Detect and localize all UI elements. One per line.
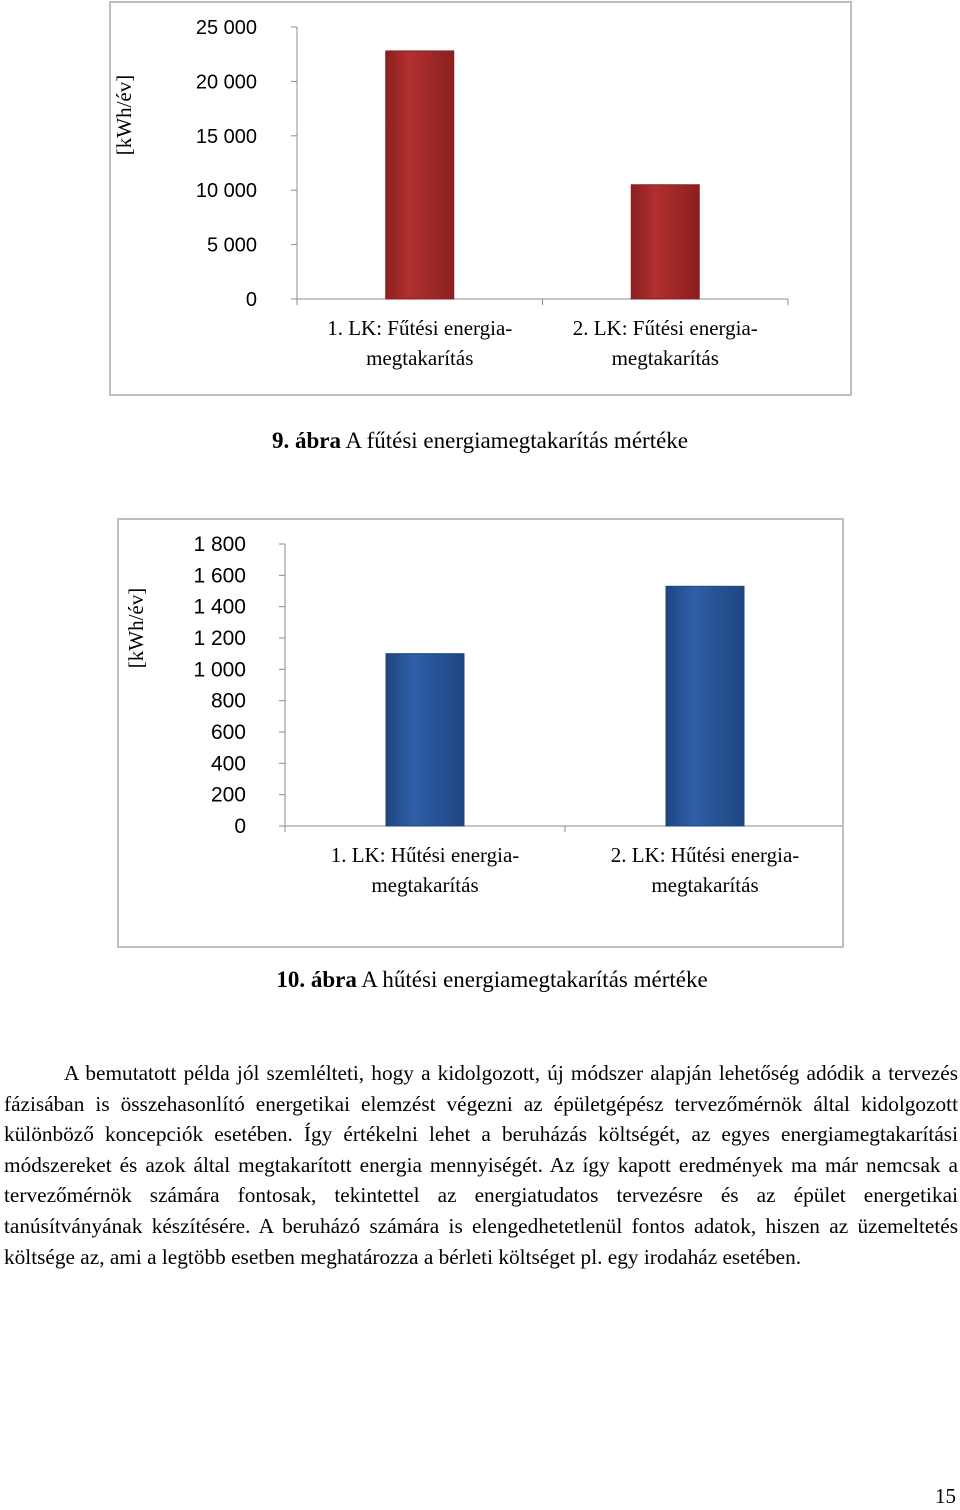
- fig2-category-label: megtakarítás: [651, 873, 759, 897]
- fig1-category-label: 2. LK: Fűtési energia-: [572, 316, 758, 340]
- figure-10-caption-text: A hűtési energiamegtakarítás mértéke: [356, 967, 708, 992]
- fig1-y-tick-label: 0: [245, 289, 257, 311]
- fig1-bar-1: [386, 51, 454, 299]
- fig1-y-tick-label: 25 000: [195, 17, 257, 39]
- body-paragraph: A bemutatott példa jól szemlélteti, hogy a kidolgozott, új módszer alapján lehetőség adódik a tervezés fázisában is összehasonlító energetikai elemzést végezni az épületgépész tervezőmérnök által kidolgozott különböző koncepciók esetében. Így értékelni lehet a beruházás költségét, az egyes energiamegtakarítási módszereket és azok által megtakarított energia mennyiségét. Az így kapott eredmények ma már nemcsak a tervezőmérnök számára fontosak, tekintettel az energiatudatos tervezésre és az épület energetikai tanúsítványának készítésére. A beruházó számára is elengedhetetlenül fontos adatok, hiszen az üzemeltetés költsége az, ami a legtöbb esetben meghatározza a bérleti költséget pl. egy irodaház esetében.: [4, 1061, 958, 1269]
- fig2-bar-2: [666, 586, 744, 826]
- fig2-y-tick-label: 1 800: [193, 533, 246, 556]
- heating-savings-chart-svg: [111, 3, 850, 394]
- fig1-y-tick-label: 15 000: [195, 125, 257, 148]
- fig2-category-label: megtakarítás: [371, 873, 479, 897]
- figure-10-caption-number: 10. ábra: [276, 967, 357, 992]
- fig2-y-tick-label: 1 200: [193, 627, 246, 650]
- cooling-savings-chart: [117, 518, 844, 948]
- figure-9-caption-number: 9. ábra: [272, 428, 341, 453]
- fig2-y-tick-label: 200: [210, 783, 246, 807]
- fig1-y-tick-label: 20 000: [195, 71, 257, 94]
- fig2-y-tick-label: 1 600: [193, 564, 246, 588]
- fig1-bar-2: [631, 185, 699, 299]
- fig2-bar-1: [386, 654, 464, 826]
- heating-savings-chart: [109, 1, 852, 396]
- page-number: 15: [935, 1484, 956, 1508]
- fig2-y-tick-label: 600: [210, 721, 246, 744]
- fig2-category-label: 1. LK: Hűtési energia-: [330, 843, 520, 867]
- fig2-y-tick-label: 0: [234, 815, 246, 838]
- fig1-category-label: 1. LK: Fűtési energia-: [327, 316, 513, 340]
- figure-9-caption-text: A fűtési energiamegtakarítás mértéke: [341, 428, 688, 453]
- figure-10-caption: [12, 967, 960, 993]
- fig1-category-label: megtakarítás: [611, 346, 719, 370]
- fig2-y-axis-label: [kWh/év]: [124, 587, 148, 669]
- fig2-y-tick-label: 1 000: [193, 658, 246, 682]
- fig2-y-tick-label: 1 400: [193, 595, 246, 619]
- cooling-savings-chart-svg: [119, 520, 842, 946]
- fig1-category-label: megtakarítás: [366, 346, 474, 370]
- fig1-y-axis-label: [kWh/év]: [112, 74, 136, 156]
- fig2-category-label: 2. LK: Hűtési energia-: [610, 843, 800, 867]
- fig2-y-tick-label: 800: [210, 689, 246, 713]
- fig2-y-tick-label: 400: [210, 752, 246, 776]
- fig1-y-tick-label: 10 000: [195, 180, 257, 203]
- figure-9-caption: [0, 428, 960, 454]
- fig1-y-tick-label: 5 000: [206, 234, 257, 257]
